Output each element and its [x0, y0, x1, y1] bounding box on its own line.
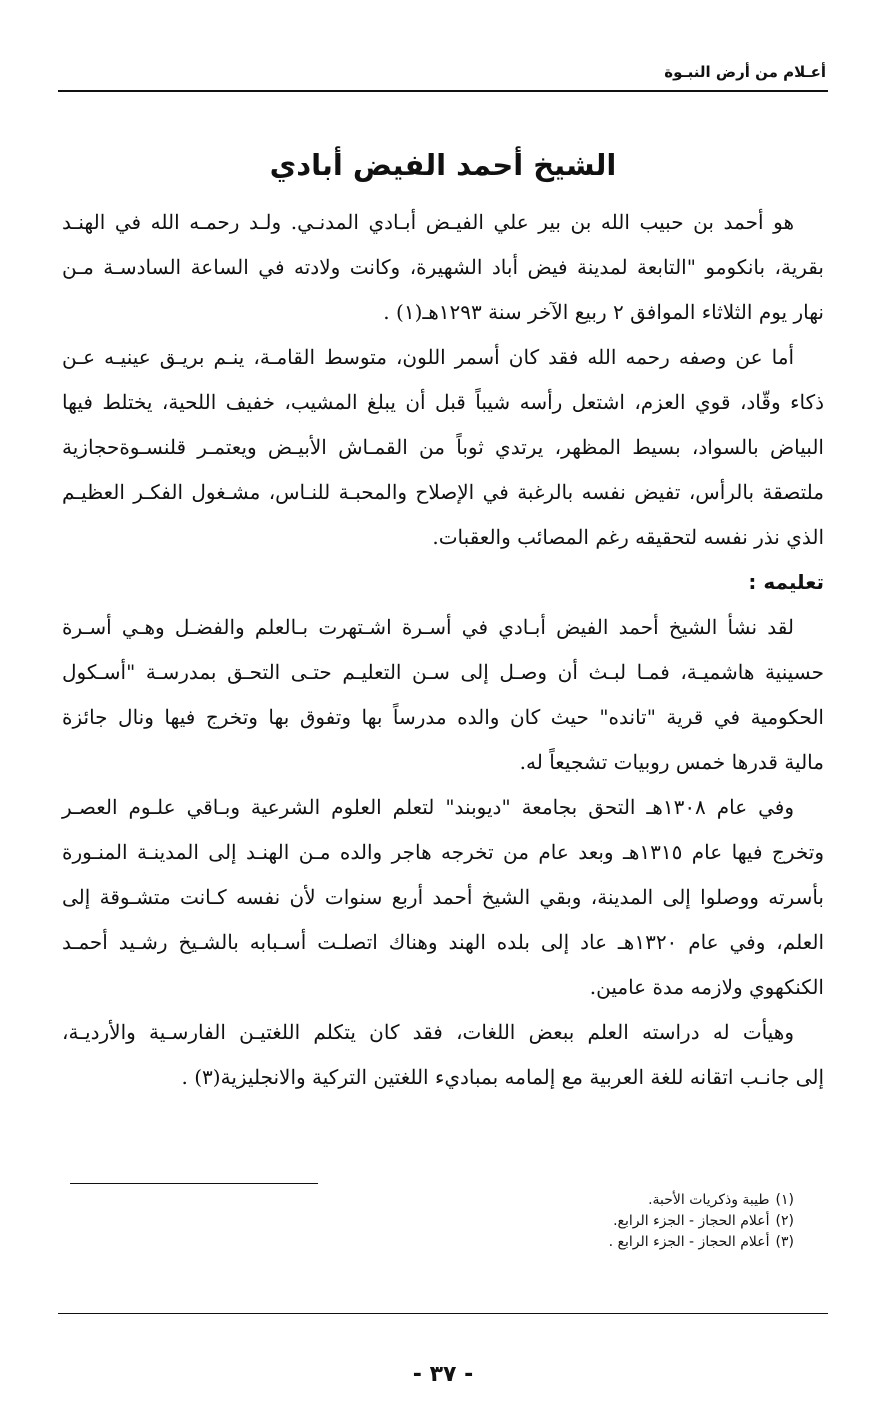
footnotes [394, 1190, 794, 1253]
footnote-3 [394, 1232, 794, 1253]
text-line: الحكومية في قرية "تانده" حيث كان والده مدرساً بها وتفوق بها وتخرج فيها ونال جائزة [62, 705, 824, 729]
page-number: - ٣٧ - [412, 1362, 474, 1387]
intro-paragraph [62, 200, 824, 335]
text-line: وفي عام ١٣٠٨هـ التحق بجامعة "ديوبند" لتعلم العلوم الشرعية وبـاقي علـوم العصـر [62, 795, 794, 819]
footnote-number: (٣) [775, 1234, 794, 1250]
text-line: حسينية هاشميـة، فمـا لبـث أن وصـل إلى سـن التعليـم حتـى التحـق بمدرسـة "أسـكول [62, 660, 824, 684]
text-line: مالية قدرها خمس روبيات تشجيعاً له. [519, 750, 824, 774]
description-paragraph [62, 335, 824, 560]
running-header [58, 62, 828, 92]
header-rule [58, 90, 828, 92]
footnote-number: (١) [775, 1192, 794, 1208]
text-line: أما عن وصفه رحمه الله فقد كان أسمر اللون، متوسط القامـة، ينـم بريـق عينيـه عـن [62, 345, 794, 369]
footer-rule [58, 1313, 828, 1314]
text-line: وهيأت له دراسته العلم ببعض اللغات، فقد كان يتكلم اللغتيـن الفارسـية والأرديـة، [62, 1020, 794, 1044]
footnote-text: أعلام الحجاز - الجزء الرابع. [613, 1213, 770, 1229]
footnote-rule [70, 1183, 318, 1184]
education-paragraph-2 [62, 785, 824, 1010]
education-paragraph-1 [62, 605, 824, 785]
body-text [62, 200, 824, 1100]
text-line: بقرية، بانكومو "التابعة لمدينة فيض أباد الشهيرة، وكانت ولادته في الساعة السادسـة مـن [62, 255, 824, 279]
footnote-number: (٢) [775, 1213, 794, 1229]
education-paragraph-3 [62, 1010, 824, 1100]
text-line: ملتصقة بالرأس، تفيض نفسه بالرغبة في الإصلاح والمحبـة للنـاس، مشـغول الفكـر العظيـم [62, 480, 824, 504]
footnote-text: طيبة وذكريات الأحبة. [648, 1192, 770, 1208]
running-title: أعـلام من أرض النبـوة [664, 63, 826, 81]
text-line: وتخرج فيها عام ١٣١٥هـ وبعد عام من تخرجه هاجر والده مـن الهنـد إلى المدينـة المنـورة [62, 840, 824, 864]
text-line: لقد نشأ الشيخ أحمد الفيض أبـادي في أسـرة اشـتهرت بـالعلم والفضـل وهـي أسـرة [62, 615, 794, 639]
page-title: الشيخ أحمد الفيض أبادي [269, 148, 617, 182]
text-line: نهار يوم الثلاثاء الموافق ٢ ربيع الآخر سنة ١٢٩٣هـ(١) . [383, 300, 824, 324]
text-line: الذي نذر نفسه لتحقيقه رغم المصائب والعقبات. [432, 525, 824, 549]
section-heading-education: تعليمه : [748, 570, 824, 594]
text-line: بأسرته ووصلوا إلى المدينة، وبقي الشيخ أحمد أربع سنوات لأن نفسه كـانت متشـوقة إلى [62, 885, 824, 909]
footnote-text: أعلام الحجاز - الجزء الرابع . [608, 1234, 770, 1250]
text-line: الكنكهوي ولازمه مدة عامين. [589, 975, 824, 999]
text-line: العلم، وفي عام ١٣٢٠هـ عاد إلى بلده الهند وهناك اتصلـت أسـبابه بالشـيخ رشـيد أحمـد [62, 930, 824, 954]
text-line: إلى جانـب اتقانه للغة العربية مع إلمامه بمباديء اللغتين التركية والانجليزية(٣) . [181, 1065, 824, 1089]
text-line: هو أحمد بن حبيب الله بن بير علي الفيـض أبـادي المدنـي. ولـد رحمـه الله في الهنـد [62, 210, 794, 234]
text-line: البياض بالسواد، بسيط المظهر، يرتدي ثوباً من القمـاش الأبيـض ويعتمـر قلنسـوةحجازية [62, 435, 824, 459]
text-line: ذكاء وقّاد، قوي العزم، اشتعل رأسه شيباً قبل أن يبلغ المشيب، خفيف اللحية، يختلط فيها [62, 390, 824, 414]
footnote-2 [394, 1211, 794, 1232]
footnote-1 [394, 1190, 794, 1211]
